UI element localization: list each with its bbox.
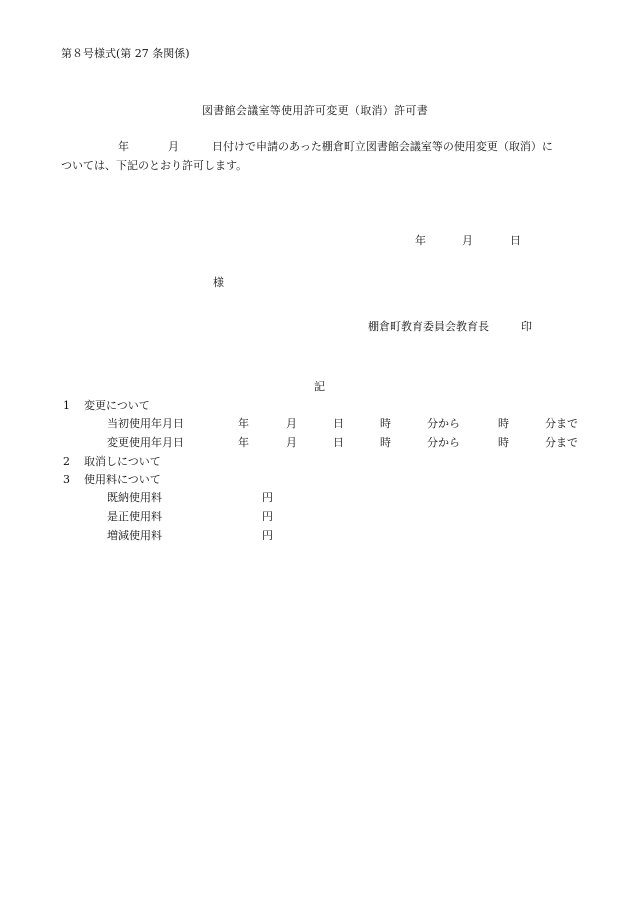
form-number: 第８号様式(第 27 条関係) [61, 47, 190, 60]
section2-heading: 取消しについて [84, 455, 161, 468]
section1-row2-min-from: 分から [427, 436, 460, 449]
issuer-name: 棚倉町教育委員会教育長 [368, 320, 489, 333]
body-month-label: 月 [168, 140, 179, 153]
issuer-seal: 印 [521, 320, 532, 333]
issue-date-day-label: 日 [510, 234, 521, 247]
section3-row1-unit: 円 [262, 491, 273, 504]
section1-row2-day: 日 [333, 436, 344, 449]
section1-row1-hour: 時 [380, 417, 391, 430]
issue-date-year-label: 年 [415, 234, 426, 247]
section1-row1-day: 日 [333, 417, 344, 430]
section3-row1-label: 既納使用料 [107, 491, 162, 504]
section1-row1-month: 月 [286, 417, 297, 430]
section1-row2-hour2: 時 [498, 436, 509, 449]
body-line1: 日付けで申請のあった棚倉町立図書館会議室等の使用変更（取消）に [212, 140, 553, 153]
section3-row3-unit: 円 [262, 529, 273, 542]
section3-heading: 使用料について [84, 473, 161, 486]
section3-number: 3 [63, 473, 70, 486]
section1-number: 1 [63, 399, 70, 412]
section3-row3-label: 増減使用料 [107, 529, 162, 542]
ki-heading: 記 [314, 380, 325, 393]
body-line2: ついては、下記のとおり許可します。 [61, 159, 248, 172]
section1-row2-month: 月 [286, 436, 297, 449]
section3-row2-label: 是正使用料 [107, 510, 162, 523]
section1-row2-min-to: 分まで [545, 436, 578, 449]
section1-row1-min-to: 分まで [545, 417, 578, 430]
section1-heading: 変更について [84, 399, 150, 412]
section1-row1-label: 当初使用年月日 [107, 417, 184, 430]
document-title: 図書館会議室等使用許可変更（取消）許可書 [202, 104, 428, 117]
section1-row2-hour: 時 [380, 436, 391, 449]
recipient-suffix: 様 [213, 276, 224, 289]
section1-row1-year: 年 [238, 417, 249, 430]
section3-row2-unit: 円 [262, 510, 273, 523]
section1-row1-hour2: 時 [498, 417, 509, 430]
body-year-label: 年 [118, 140, 129, 153]
section1-row2-label: 変更使用年月日 [107, 436, 184, 449]
section2-number: 2 [63, 455, 70, 468]
issue-date-month-label: 月 [462, 234, 473, 247]
section1-row1-min-from: 分から [427, 417, 460, 430]
section1-row2-year: 年 [238, 436, 249, 449]
